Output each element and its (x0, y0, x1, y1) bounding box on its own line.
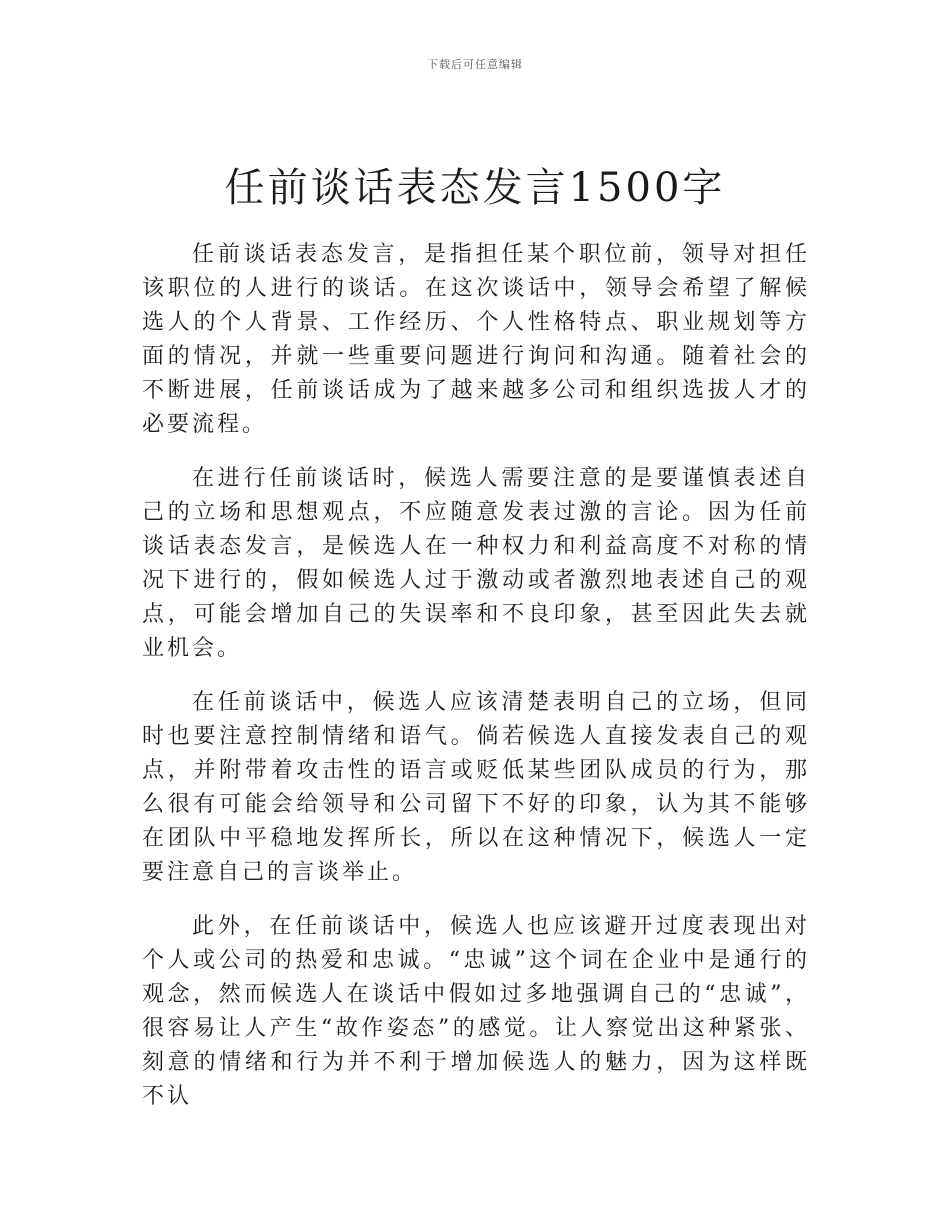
document-body (142, 238, 810, 1134)
paragraph-4: 此外，在任前谈话中，候选人也应该避开过度表现出对个人或公司的热爱和忠诚。“忠诚”这个词在企业中是通行的观念，然而候选人在谈话中假如过多地强调自己的“忠诚”，很容易让人产生“故作姿态”的感觉。让人察觉出这种紧张、刻意的情绪和行为并不利于增加候选人的魅力，因为这样既不认 (142, 914, 810, 1109)
paragraph-2: 在进行任前谈话时，候选人需要注意的是要谨慎表述自己的立场和思想观点，不应随意发表过激的言论。因为任前谈话表态发言，是候选人在一种权力和利益高度不对称的情况下进行的，假如候选人过于激动或者激烈地表述自己的观点，可能会增加自己的失误率和不良印象，甚至因此失去就业机会。 (142, 466, 810, 661)
paragraph-1: 任前谈话表态发言，是指担任某个职位前，领导对担任该职位的人进行的谈话。在这次谈话中，领导会希望了解候选人的个人背景、工作经历、个人性格特点、职业规划等方面的情况，并就一些重要问题进行询问和沟通。随着社会的不断进展，任前谈话成为了越来越多公司和组织选拔人才的必要流程。 (142, 242, 810, 437)
paragraph-3: 在任前谈话中，候选人应该清楚表明自己的立场，但同时也要注意控制情绪和语气。倘若候选人直接发表自己的观点，并附带着攻击性的语言或贬低某些团队成员的行为，那么很有可能会给领导和公司留下不好的印象，认为其不能够在团队中平稳地发挥所长，所以在这种情况下，候选人一定要注意自己的言谈举止。 (142, 690, 810, 885)
document-title: 任前谈话表态发言1500字 (224, 165, 726, 211)
page-header: 下载后可任意编辑 (427, 58, 523, 71)
